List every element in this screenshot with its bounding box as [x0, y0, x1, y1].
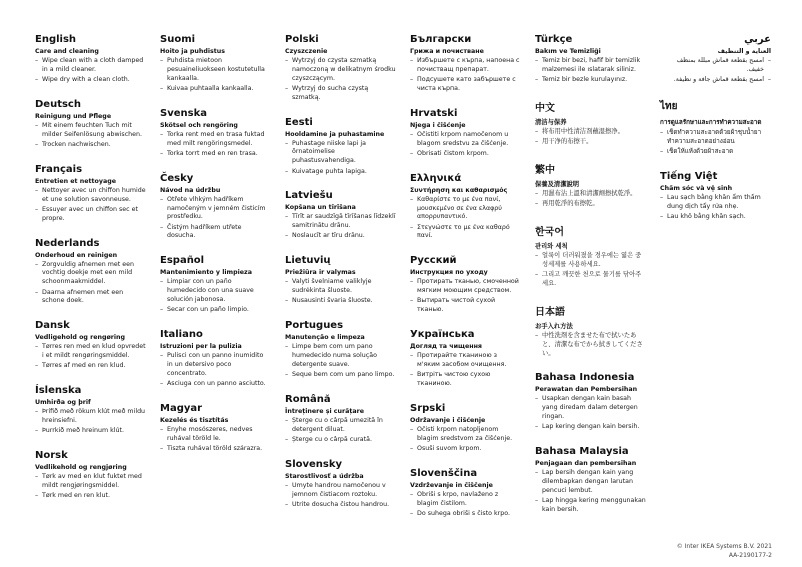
instruction-item: – Nusausinti švaria šluoste.	[285, 297, 396, 306]
instruction-item: – Do suhega obriši s čisto krpo.	[410, 510, 521, 519]
language-section-dansk	[35, 320, 146, 371]
language-section-svenska	[160, 108, 271, 159]
section-subtitle: Vedligehold og rengøring	[35, 334, 126, 342]
instruction-item: – Καθαρίστε το με ένα πανί, μουσκεμένο σε ένα ελαφρύ απορρυπαντικό.	[410, 196, 521, 222]
language-section-col5-sec3	[535, 161, 646, 209]
instruction-list	[160, 131, 271, 159]
instruction-item: – Trocken nachwischen.	[35, 141, 146, 150]
columns-container	[35, 34, 771, 533]
instruction-item: – Limpe bem com um pano humedecido numa solução detergente suave.	[285, 343, 396, 369]
language-title: Dansk	[35, 320, 70, 332]
language-section-suomi	[160, 34, 271, 94]
section-subtitle: Hooldamine ja puhastamine	[285, 130, 385, 138]
section-subtitle: 清洁与保养	[535, 118, 567, 126]
instruction-item: – Șterge cu o cârpă curată.	[285, 436, 396, 445]
language-section-nederlands	[35, 238, 146, 307]
section-subtitle: Njega i čišćenje	[410, 121, 466, 129]
instruction-item: – امسح بقطعة قماش مبللة بمنظف خفيف.	[660, 57, 771, 75]
instruction-item: – Očistiti krpom namočenom u blagom sredstvu za čišćenje.	[410, 131, 521, 149]
section-subtitle: Onderhoud en reinigen	[35, 251, 118, 259]
language-section-portugues	[285, 320, 396, 380]
instruction-list	[35, 187, 146, 224]
copyright-text: © Inter IKEA Systems B.V. 2021	[676, 542, 772, 550]
instruction-item: – Umyte handrou namočenou v jemnom čistiacom roztoku.	[285, 482, 396, 500]
instruction-list	[35, 343, 146, 371]
language-title: 日本語	[535, 306, 565, 318]
language-title: Français	[35, 163, 83, 175]
instruction-list	[535, 128, 646, 147]
language-section-col5-sec2	[535, 99, 646, 147]
instruction-list	[660, 57, 771, 85]
instruction-item: – Zorgvuldig afnemen met een vochtig doekje met een mild schoonmaakmiddel.	[35, 261, 146, 287]
instruction-list	[285, 482, 396, 510]
instruction-item: – Lau khô bằng khăn sạch.	[660, 213, 771, 222]
instruction-list	[160, 426, 271, 454]
instruction-item: – Puhastage niiske lapi ja õrnatoimelise puhastusvahendiga.	[285, 140, 396, 166]
language-section-t-rk-e	[535, 34, 646, 85]
language-section-deutsch	[35, 99, 146, 150]
language-section-hrvatski	[410, 108, 521, 159]
instruction-list	[35, 261, 146, 307]
section-subtitle: Starostlivosť a údržba	[285, 472, 364, 480]
instruction-list	[660, 194, 771, 222]
instruction-item: – Asciuga con un panno asciutto.	[160, 380, 271, 389]
section-subtitle: Penjagaan dan pembersihan	[535, 460, 637, 468]
section-subtitle: Skötsel och rengöring	[160, 121, 238, 129]
language-section-col4-sec4	[410, 255, 521, 315]
instruction-list	[535, 469, 646, 515]
language-section-col6-sec2	[660, 99, 771, 157]
instruction-list	[285, 417, 396, 445]
instruction-item: – Tørres af med en ren klud.	[35, 362, 146, 371]
language-title: Latviešu	[285, 190, 333, 202]
language-title: Eesti	[285, 116, 313, 128]
instruction-list	[535, 57, 646, 85]
section-subtitle: Istruzioni per la pulizia	[160, 343, 242, 350]
instruction-item: – Osuši suvom krpom.	[410, 445, 521, 454]
section-subtitle: Kezelés és tisztítás	[160, 416, 229, 424]
instruction-item: – Протирайте тканиною з м'яким засобом очищення.	[410, 352, 521, 370]
document-number: AA-2190177-2	[728, 552, 772, 560]
language-title: Română	[285, 393, 331, 405]
language-title: English	[35, 34, 77, 45]
language-title: Български	[410, 34, 472, 45]
instruction-item: – Tiszta ruhával töröld szárazra.	[160, 445, 271, 454]
instruction-list	[535, 252, 646, 289]
language-title: Magyar	[160, 402, 203, 414]
instruction-item: – Torka torrt med en ren trasa.	[160, 150, 271, 159]
language-section-english	[35, 34, 146, 85]
section-subtitle: Perawatan dan Pembersihan	[535, 386, 638, 394]
column-1	[35, 34, 146, 533]
instruction-list	[35, 122, 146, 150]
language-title: Srpski	[410, 402, 446, 414]
instruction-list	[285, 213, 396, 241]
instruction-item: – เช็ดให้แห้งด้วยผ้าสะอาด	[660, 148, 771, 157]
instruction-list	[535, 395, 646, 432]
language-section-fran-ais	[35, 164, 146, 224]
instruction-item: – Протирать тканью, смоченной мягким моющим средством.	[410, 278, 521, 296]
section-subtitle: 保養及清潔說明	[535, 181, 580, 189]
instruction-item: – Obriši s krpo, navlaženo z blagim čistilom.	[410, 491, 521, 509]
instruction-list	[160, 278, 271, 315]
instruction-item: – Usapkan dengan kain basah yang diredam dalam detergen ringan.	[535, 395, 646, 421]
instruction-item: – 再用乾淨的布擦乾。	[535, 200, 646, 209]
language-section-italiano	[160, 329, 271, 389]
section-subtitle: お手入れ方法	[535, 322, 573, 330]
instruction-item: – Избършете с кърпа, напоена с почистващ препарат.	[410, 57, 521, 75]
instruction-item: – Obrisati čistom krpom.	[410, 150, 521, 159]
section-subtitle: Инструкция по уходу	[410, 269, 488, 277]
instruction-list	[35, 473, 146, 501]
section-subtitle: Догляд та чищення	[410, 343, 482, 350]
language-title: Ελληνικά	[410, 172, 462, 184]
instruction-item: – Tørk av med en klut fuktet med mildt rengjøringsmiddel.	[35, 473, 146, 491]
instruction-item: – Otřete vlhkým hadříkem namočeným v jemném čisticím prostředku.	[160, 196, 271, 222]
language-title: Íslenska	[35, 385, 82, 397]
section-subtitle: Vedlikehold og rengjøring	[35, 464, 127, 472]
instruction-list	[660, 129, 771, 157]
section-subtitle: Návod na údržbu	[160, 186, 221, 194]
language-title: Español	[160, 255, 205, 267]
section-subtitle: Hoito ja puhdistus	[160, 48, 226, 55]
language-section-slenska	[35, 385, 146, 436]
section-subtitle: Vzdrževanje in čiščenje	[410, 481, 493, 489]
instruction-item: – Čistým hadříkem utřete dosucha.	[160, 224, 271, 242]
instruction-item: – Þurrkið með hreinum klút.	[35, 427, 146, 436]
column-3	[285, 34, 396, 533]
instruction-list	[410, 278, 521, 315]
section-subtitle: การดูแลรักษาและการทำความสะอาด	[660, 118, 762, 126]
instruction-item: – Utrite dosucha čistou handrou.	[285, 501, 396, 510]
section-subtitle: Reinigung und Pflege	[35, 112, 112, 120]
instruction-item: – Wytrzyj do sucha czystą szmatką.	[285, 85, 396, 103]
section-subtitle: 관리와 세척	[535, 243, 568, 251]
instruction-item: – 用干净的布擦干。	[535, 138, 646, 147]
language-section-sloven-ina	[410, 468, 521, 519]
instruction-item: – Temiz bir bezle kurulayınız.	[535, 76, 646, 85]
column-5	[535, 34, 646, 533]
language-section-polski	[285, 34, 396, 103]
column-2	[160, 34, 271, 533]
language-section-magyar	[160, 403, 271, 454]
language-title: Portugues	[285, 320, 344, 332]
instruction-item: – Puhdista mietoon pesuaineliuokseen kostutetulla kankaalla.	[160, 57, 271, 83]
instruction-item: – Nettoyer avec un chiffon humide et une solution savonneuse.	[35, 187, 146, 205]
language-title: Norsk	[35, 450, 68, 462]
instruction-list	[410, 491, 521, 519]
instruction-item: – Kuivaa puhtaalla kankaalla.	[160, 85, 271, 94]
instruction-item: – Tørres ren med en klud opvredet i et mildt rengøringsmiddel.	[35, 343, 146, 361]
section-subtitle: Chăm sóc và vệ sinh	[660, 184, 733, 192]
instruction-item: – เช็ดทำความสะอาดด้วยผ้าชุบน้ำยาทำความสะอาดอย่างอ่อน	[660, 129, 771, 147]
instruction-item: – Lap kering dengan kain bersih.	[535, 423, 646, 432]
column-6	[660, 34, 771, 533]
language-title: Italiano	[160, 329, 203, 340]
instruction-list	[410, 57, 521, 94]
instruction-item: – Essuyer avec un chiffon sec et propre.	[35, 206, 146, 224]
section-subtitle: Συντήρηση και καθαρισμός	[410, 186, 508, 194]
language-title: Slovensky	[285, 458, 343, 470]
language-section-latvie-u	[285, 190, 396, 241]
instruction-item: – Þrífið með rökum klút með mildu hreinsiefni.	[35, 408, 146, 426]
language-section-col4-sec5	[410, 329, 521, 389]
instruction-list	[410, 426, 521, 454]
language-section-esky	[160, 173, 271, 242]
instruction-item: – امسح بقطعة قماش جافة و نظيفة.	[660, 76, 771, 85]
instruction-item: – Витріть чистою сухою тканиною.	[410, 371, 521, 389]
language-title: Nederlands	[35, 237, 100, 249]
section-subtitle: Umhirða og þrif	[35, 399, 91, 407]
language-title: Русский	[410, 255, 457, 267]
instruction-item: – Enyhe mosószeres, nedves ruhával töröld le.	[160, 426, 271, 444]
section-subtitle: Грижа и почистване	[410, 48, 484, 55]
language-section-col4-sec3	[410, 173, 521, 242]
footer	[677, 542, 772, 561]
section-subtitle: Održavanje i čišćenje	[410, 416, 486, 424]
section-subtitle: Întreținere și curățare	[285, 407, 365, 415]
instruction-item: – Daarna afnemen met een schone doek.	[35, 289, 146, 307]
instruction-list	[410, 196, 521, 242]
language-section-rom-n	[285, 394, 396, 445]
instruction-item: – Limpiar con un paño humedecido con una suave solución jabonosa.	[160, 278, 271, 304]
language-title: ไทย	[660, 100, 678, 112]
instruction-item: – Подсушете като забършете с чиста кърпа.	[410, 76, 521, 94]
section-subtitle: Kopšana un tīrīšana	[285, 204, 356, 212]
instruction-item: – Lap hingga kering menggunakan kain bersih.	[535, 497, 646, 515]
language-title: Türkçe	[535, 34, 573, 45]
instruction-list	[285, 278, 396, 306]
instruction-item: – Seque bem com um pano limpo.	[285, 371, 396, 380]
language-section-espa-ol	[160, 255, 271, 315]
language-title: 中文	[535, 102, 555, 114]
instruction-item: – Torka rent med en trasa fuktad med milt rengöringsmedel.	[160, 131, 271, 149]
language-title: Українська	[410, 329, 475, 340]
language-title: عربي	[744, 34, 771, 45]
instruction-item: – 얼룩이 더러워졌을 경우에는 엷은 중성세제를 사용하세요.	[535, 252, 646, 270]
instruction-list	[410, 131, 521, 159]
section-subtitle: Entretien et nettoyage	[35, 177, 116, 185]
language-title: Bahasa Indonesia	[535, 372, 635, 384]
language-section-col5-sec5	[535, 303, 646, 358]
language-title: 한국어	[535, 227, 564, 239]
section-subtitle: Czyszczenie	[285, 48, 328, 55]
instruction-list	[535, 332, 646, 358]
language-section-col6-sec1	[660, 34, 771, 85]
language-section-bahasa-malaysia	[535, 446, 646, 515]
column-4	[410, 34, 521, 533]
language-title: Bahasa Malaysia	[535, 446, 629, 458]
instruction-item: – Wipe dry with a clean cloth.	[35, 76, 146, 85]
instruction-list	[35, 57, 146, 85]
instruction-item: – Očisti krpom natopljenom blagim sredstvom za čišćenje.	[410, 426, 521, 444]
instruction-list	[160, 196, 271, 242]
section-subtitle: العناية و التنظيف	[717, 48, 771, 55]
instruction-item: – Στεγνώστε το με ένα καθαρό πανί.	[410, 224, 521, 242]
language-section-eesti	[285, 117, 396, 177]
instruction-item: – Șterge cu o cârpă umezită în detergent diluat.	[285, 417, 396, 435]
language-section-lietuvi	[285, 255, 396, 306]
section-subtitle: Priežiūra ir valymas	[285, 269, 356, 277]
instruction-list	[285, 57, 396, 103]
language-title: Tiếng Việt	[660, 170, 718, 182]
language-title: Česky	[160, 172, 194, 184]
instruction-item: – Lap bersih dengan kain yang dilembapkan dengan larutan pencuci lembut.	[535, 469, 646, 495]
language-title: Deutsch	[35, 98, 81, 110]
instruction-item: – 中性洗剤を含ませた布で拭いたあと、清潔な布でから拭きしてください。	[535, 332, 646, 358]
section-subtitle: Bakım ve Temizliği	[535, 48, 601, 55]
language-section-srpski	[410, 403, 521, 454]
section-subtitle: Manutenção e limpeza	[285, 334, 365, 342]
language-section-ti-ng-vi-t	[660, 171, 771, 222]
instruction-list	[35, 408, 146, 436]
language-section-norsk	[35, 450, 146, 501]
language-title: 繁中	[535, 165, 555, 177]
instruction-list	[160, 352, 271, 389]
language-title: Polski	[285, 34, 319, 45]
instruction-item: – Valyti švelniame valiklyje sudrėkinta šluoste.	[285, 278, 396, 296]
instruction-item: – 用濕布沾上溫和清潔劑擦拭乾淨。	[535, 190, 646, 199]
instruction-item: – Kuivatage puhta lapiga.	[285, 168, 396, 177]
instruction-item: – Noslaucīt ar tīru drānu.	[285, 232, 396, 241]
instruction-item: – Wytrzyj do czysta szmatką namoczoną w delikatnym środku czyszczącym.	[285, 57, 396, 83]
language-title: Lietuvių	[285, 255, 331, 267]
instruction-item: – Tīrīt ar saudzīgā tīrīšanas līdzeklī samitrinātu drānu.	[285, 213, 396, 231]
language-section-col5-sec4	[535, 223, 646, 289]
instruction-item: – Вытирать чистой сухой тканью.	[410, 297, 521, 315]
instruction-item: – Tørk med en ren klut.	[35, 492, 146, 501]
instruction-item: – Wipe clean with a cloth damped in a mild cleaner.	[35, 57, 146, 75]
language-title: Svenska	[160, 107, 207, 119]
instruction-item: – Pulisci con un panno inumidito in un detersivo poco concentrato.	[160, 352, 271, 378]
language-section-bahasa-indonesia	[535, 372, 646, 432]
section-subtitle: Mantenimiento y limpieza	[160, 269, 252, 277]
instruction-list	[285, 140, 396, 177]
instruction-item: – Lau sạch bằng khăn ẩm thấm dung dịch tẩy rửa nhẹ.	[660, 194, 771, 212]
instruction-list	[285, 343, 396, 380]
instruction-item: – 将布用中性清洁剂蘸湿擦净。	[535, 128, 646, 137]
section-subtitle: Care and cleaning	[35, 48, 99, 55]
language-section-slovensky	[285, 459, 396, 510]
instruction-item: – 그리고 깨끗한 천으로 물기를 닦아주세요.	[535, 271, 646, 289]
language-title: Suomi	[160, 34, 196, 45]
language-section-col4-sec1	[410, 34, 521, 94]
instruction-list	[160, 57, 271, 94]
instruction-item: – Temiz bir bezi, hafif bir temizlik malzemesi ile ıslatarak siliniz.	[535, 57, 646, 75]
instruction-list	[410, 352, 521, 389]
language-title: Slovenščina	[410, 467, 478, 479]
instruction-item: – Mit einem feuchten Tuch mit milder Seifenlösung abwischen.	[35, 122, 146, 140]
language-title: Hrvatski	[410, 107, 458, 119]
instruction-item: – Secar con un paño limpio.	[160, 306, 271, 315]
instruction-list	[535, 190, 646, 209]
